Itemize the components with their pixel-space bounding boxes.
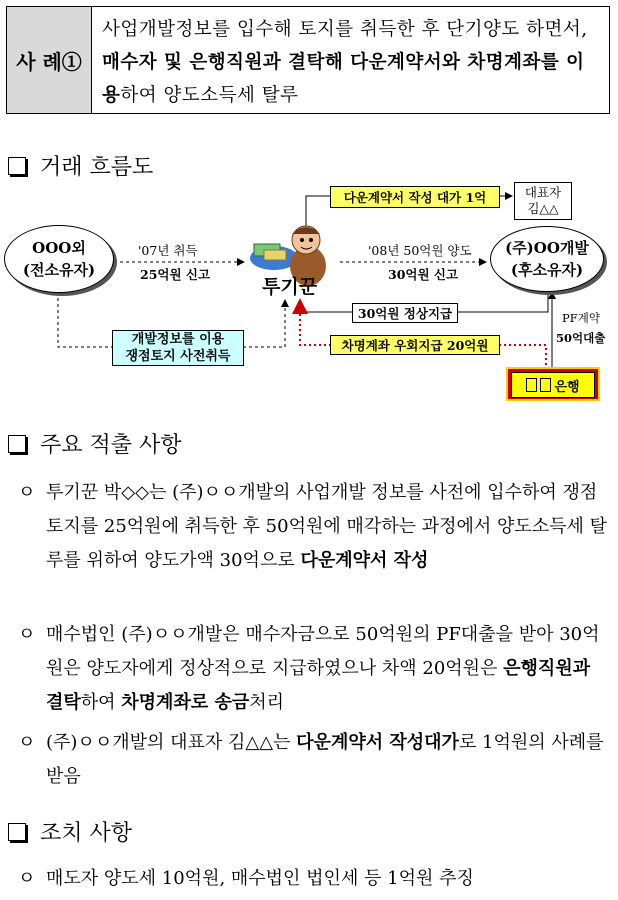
pf-contract-label: PF계약 (562, 311, 600, 325)
bullet-icon: ㅇ (18, 482, 36, 503)
speculator-label: 투기꾼 (262, 276, 318, 298)
ceo-line1: 대표자 (524, 185, 562, 200)
finding-bold: 다운계약서 작성대가 (296, 732, 459, 753)
finding-text: (주)ㅇㅇ개발의 대표자 김△△는 (46, 732, 297, 753)
finding-item-3 (18, 726, 608, 794)
acq-report-label: 25억원 신고 (140, 267, 211, 282)
acq-year-label: '07년 취득 (138, 243, 198, 258)
normal-pay-box: 30억원 정상지급 (352, 303, 458, 323)
bank-blank-icon (526, 378, 537, 392)
case-text-bold: 매수자 및 은행직원과 결탁해 다운계약서와 차명계좌를 이용 (102, 52, 585, 106)
finding-text: 하여 (80, 692, 122, 713)
heading-findings (8, 428, 182, 459)
bank-label: 은행 (554, 379, 580, 395)
info-box (112, 330, 244, 366)
bullet-icon: ㅇ (18, 732, 36, 753)
heading-findings-text: 주요 적출 사항 (40, 433, 182, 458)
buyer-line1: (주)OO개발 (505, 239, 589, 257)
finding-text: 로 1억원의 사례를 받음 (46, 732, 604, 787)
bullet-icon: ㅇ (18, 624, 36, 645)
finding-text: 투기꾼 박◇◇는 (주)ㅇㅇ개발의 사업개발 정보를 사전에 입수하여 쟁점토지를 25억원에 취득한 후 50억원에 매각하는 과정에서 양도소득세 탈루를 위하여 양도가액 30억으로 (46, 482, 608, 571)
sale-year-label: '08년 50억원 양도 (368, 243, 472, 258)
heading-flow-text: 거래 흐름도 (40, 155, 154, 180)
finding-bold: 다운계약서 작성 (300, 550, 429, 571)
case-label: 사 례① (7, 7, 92, 113)
bullet-icon: ㅇ (18, 868, 36, 889)
seller-line1: OOO외 (32, 239, 86, 257)
info-line1: 개발정보를 이용 (131, 332, 225, 347)
buyer-line2: (후소유자) (510, 261, 584, 279)
case-text-2: 하여 양도소득세 탈루 (120, 85, 299, 106)
checkbox-icon (8, 435, 26, 453)
buyer-node (490, 226, 604, 292)
bank-box (506, 367, 600, 401)
ceo-box (514, 182, 572, 220)
action-text: 매도자 양도세 10억원, 매수법인 법인세 등 1억원 추징 (46, 868, 474, 889)
bypass-pay-box: 차명계좌 우회지급 20억원 (330, 335, 500, 355)
checkbox-icon (8, 823, 26, 841)
action-item (18, 862, 608, 896)
heading-action-text: 조치 사항 (40, 821, 133, 846)
finding-bold: 은행직원과 결탁 (46, 658, 591, 713)
info-line2: 쟁점토지 사전취득 (125, 349, 231, 364)
down-fee-box: 다운계약서 작성 대가 1억 (330, 186, 500, 208)
finding-item-1 (18, 476, 608, 578)
seller-node (4, 225, 114, 293)
seller-line2: (전소유자) (22, 261, 96, 279)
sale-report-label: 30억원 신고 (388, 267, 459, 282)
case-text-1: 사업개발정보를 입수해 토지를 취득한 후 단기양도 하면서, (102, 19, 588, 40)
finding-bold: 차명계좌로 송금 (121, 692, 250, 713)
heading-action (8, 816, 132, 847)
pf-loan-label: 50억대출 (556, 331, 606, 345)
finding-text: 처리 (249, 692, 285, 713)
bank-blank-icon (540, 378, 551, 392)
ceo-line2: 김△△ (527, 201, 559, 216)
finding-item-2 (18, 618, 608, 720)
finding-text: 매수법인 (주)ㅇㅇ개발은 매수자금으로 50억원의 PF대출을 받아 30억원은 양도자에게 정상적으로 지급하였으나 차액 20억원은 (46, 624, 600, 679)
